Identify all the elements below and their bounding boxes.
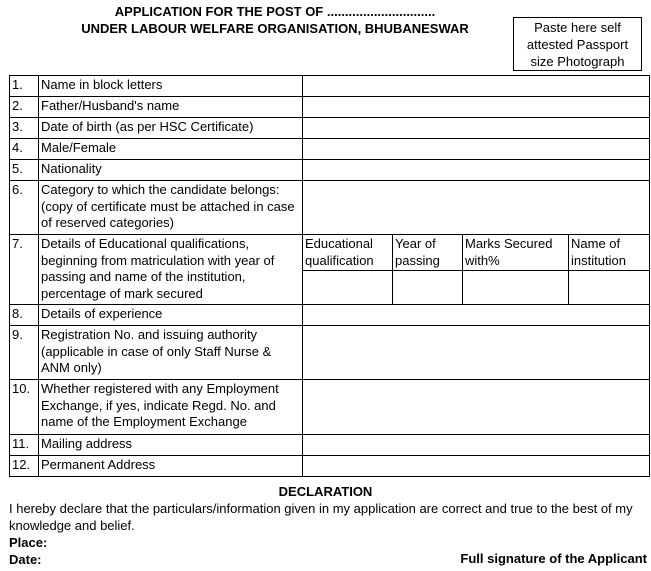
educational-qualification-field[interactable] bbox=[303, 271, 393, 305]
form-title: APPLICATION FOR THE POST OF .............................. bbox=[114, 4, 436, 19]
experience-field[interactable] bbox=[303, 305, 650, 326]
mailing-address-field[interactable] bbox=[303, 435, 650, 456]
education-column-header: Educational qualification bbox=[303, 235, 393, 271]
row-label: Details of Educational qualifications, beginning from matriculation with year of passing and name of the institution, percentage of mark secured bbox=[39, 235, 303, 305]
row-number: 8. bbox=[10, 305, 39, 326]
education-column-header: Name of institution bbox=[569, 235, 650, 271]
row-label: Registration No. and issuing authority (applicable in case of only Staff Nurse & ANM only) bbox=[39, 326, 303, 380]
form-row-education-header bbox=[10, 235, 650, 271]
row-label: Mailing address bbox=[39, 435, 303, 456]
education-column-header: Marks Secured with% bbox=[463, 235, 569, 271]
year-of-passing-field[interactable] bbox=[393, 271, 463, 305]
form-row-nationality bbox=[10, 160, 650, 181]
row-number: 11. bbox=[10, 435, 39, 456]
row-label: Date of birth (as per HSC Certificate) bbox=[39, 118, 303, 139]
photo-box-line: attested Passport bbox=[526, 37, 629, 52]
row-number: 1. bbox=[10, 76, 39, 97]
form-row-employment-exchange bbox=[10, 380, 650, 435]
application-form-table bbox=[9, 75, 650, 477]
row-label: Whether registered with any Employment Exchange, if yes, indicate Regd. No. and name of the Employment Exchange bbox=[39, 380, 303, 435]
permanent-address-field[interactable] bbox=[303, 456, 650, 477]
form-row-name bbox=[10, 76, 650, 97]
row-label: Nationality bbox=[39, 160, 303, 181]
row-number: 9. bbox=[10, 326, 39, 380]
name-of-institution-field[interactable] bbox=[569, 271, 650, 305]
row-number: 7. bbox=[10, 235, 39, 305]
row-number: 4. bbox=[10, 139, 39, 160]
name-field[interactable] bbox=[303, 76, 650, 97]
row-number: 10. bbox=[10, 380, 39, 435]
row-label: Father/Husband's name bbox=[39, 97, 303, 118]
row-number: 6. bbox=[10, 181, 39, 235]
photo-placeholder-box bbox=[513, 17, 642, 71]
declaration-heading: DECLARATION bbox=[278, 484, 373, 499]
form-row-experience bbox=[10, 305, 650, 326]
row-label: Male/Female bbox=[39, 139, 303, 160]
row-number: 12. bbox=[10, 456, 39, 477]
form-row-father-name bbox=[10, 97, 650, 118]
row-number: 5. bbox=[10, 160, 39, 181]
nationality-field[interactable] bbox=[303, 160, 650, 181]
form-row-mailing-address bbox=[10, 435, 650, 456]
form-subtitle: UNDER LABOUR WELFARE ORGANISATION, BHUBANESWAR bbox=[81, 21, 469, 36]
row-label: Details of experience bbox=[39, 305, 303, 326]
place-label: Place: bbox=[9, 535, 48, 550]
row-label: Name in block letters bbox=[39, 76, 303, 97]
row-number: 3. bbox=[10, 118, 39, 139]
form-row-dob bbox=[10, 118, 650, 139]
registration-field[interactable] bbox=[303, 326, 650, 380]
date-of-birth-field[interactable] bbox=[303, 118, 650, 139]
row-number: 2. bbox=[10, 97, 39, 118]
row-label: Permanent Address bbox=[39, 456, 303, 477]
signature-label: Full signature of the Applicant bbox=[460, 551, 647, 566]
category-field[interactable] bbox=[303, 181, 650, 235]
date-label: Date: bbox=[9, 552, 42, 567]
marks-secured-field[interactable] bbox=[463, 271, 569, 305]
photo-box-line: size Photograph bbox=[530, 54, 625, 69]
photo-box-line: Paste here self bbox=[534, 20, 621, 35]
gender-field[interactable] bbox=[303, 139, 650, 160]
form-row-registration bbox=[10, 326, 650, 380]
declaration-text: I hereby declare that the particulars/information given in my application are correct and true to the best of my knowledge and belief. bbox=[9, 501, 633, 533]
row-label: Category to which the candidate belongs: (copy of certificate must be attached in case of reserved categories) bbox=[39, 181, 303, 235]
form-row-category bbox=[10, 181, 650, 235]
education-column-header: Year of passing bbox=[393, 235, 463, 271]
form-row-permanent-address bbox=[10, 456, 650, 477]
form-row-gender bbox=[10, 139, 650, 160]
father-husband-name-field[interactable] bbox=[303, 97, 650, 118]
employment-exchange-field[interactable] bbox=[303, 380, 650, 435]
